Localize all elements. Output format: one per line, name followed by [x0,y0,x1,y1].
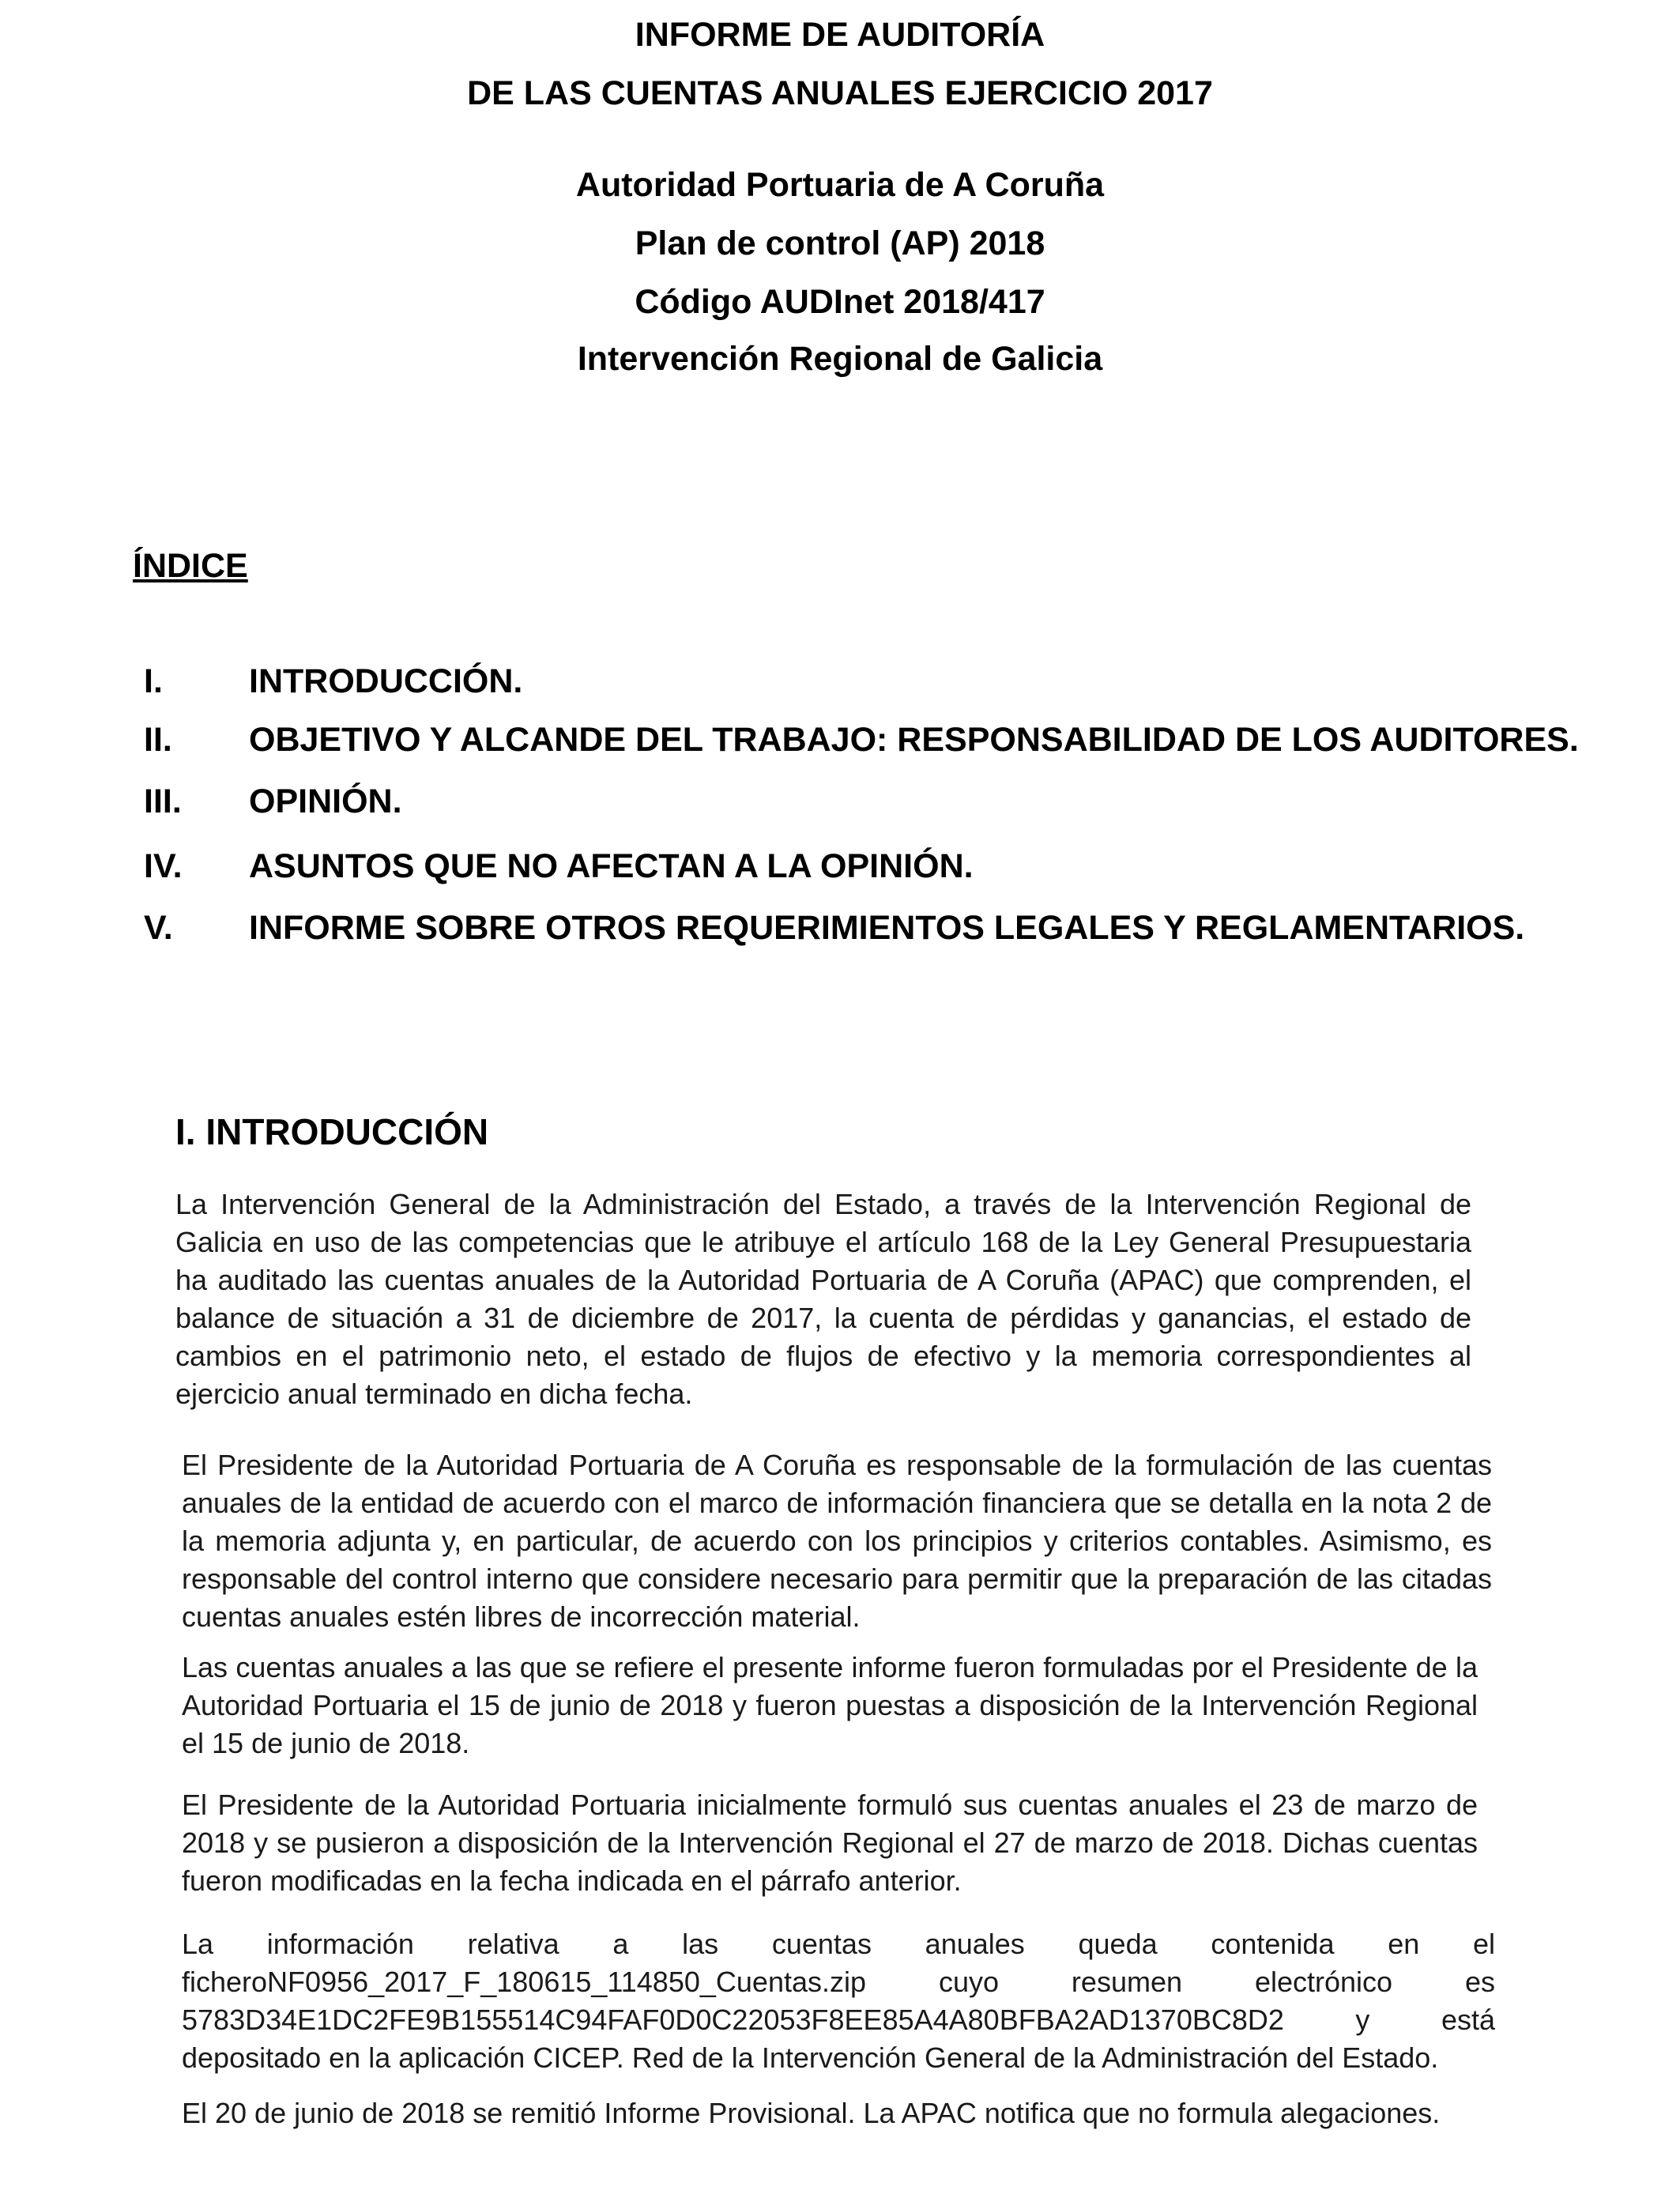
section-heading-introduction: I. INTRODUCCIÓN [175,1111,489,1152]
file-info-line: depositado en la aplicación CICEP. Red de la Intervención General de la Administración del Estado. [182,2041,1439,2074]
report-title: INFORME DE AUDITORÍA [635,16,1045,54]
toc-item-text: ASUNTOS QUE NO AFECTAN A LA OPINIÓN. [249,847,974,885]
intro-paragraph: El Presidente de la Autoridad Portuaria inicialmente formuló sus cuentas anuales el 23 de marzo de 2018 y se pusieron a disposición de la Intervención Regional el 27 de marzo de 2018. Dichas cuentas fueron modificadas en la fecha indicada en el párrafo anterior. [182,1789,1478,1897]
file-info-line: ficheroNF0956_2017_F_180615_114850_Cuentas.zip cuyo resumen electrónico es [182,1966,1495,1998]
toc-item [0,716,1680,763]
control-plan: Plan de control (AP) 2018 [635,224,1045,262]
toc-item-number: V. [144,909,173,947]
toc-item-text: OPINIÓN. [249,782,402,820]
intro-paragraph: Las cuentas anuales a las que se refiere el presente informe fueron formuladas por el Presidente de la Autoridad Portuaria el 15 de junio de 2018 y fueron puestas a disposición de la Intervención Regional el 15 de junio de 2018. [182,1651,1478,1759]
toc-item-text: INTRODUCCIÓN. [249,662,523,700]
toc-item-text: INFORME SOBRE OTROS REQUERIMIENTOS LEGALES Y REGLAMENTARIOS. [249,909,1525,947]
audinet-code: Código AUDInet 2018/417 [635,283,1045,321]
intro-paragraph: La Intervención General de la Administración del Estado, a través de la Intervención Regional de Galicia en uso de las competencias que le atribuye el artículo 168 de la Ley General Presupuestaria ha auditado las cuentas anuales de la Autoridad Portuaria de A Coruña (APAC) que comprenden, el balance de situación a 31 de diciembre de 2017, la cuenta de pérdidas y ganancias, el estado de cambios en el patrimonio neto, el estado de flujos de efectivo y la memoria correspondientes al ejercicio anual terminado en dicha fecha. [175,1188,1471,1410]
intro-paragraph: El Presidente de la Autoridad Portuaria de A Coruña es responsable de la formulación de las cuentas anuales de la entidad de acuerdo con el marco de información financiera que se detalla en la nota 2 de la memoria adjunta y, en particular, de acuerdo con los principios y criterios contables. Asimismo, es responsable del control interno que considere necesario para permitir que la preparación de las citadas cuentas anuales estén libres de incorrección material. [182,1449,1492,1633]
toc-item [0,843,1680,890]
toc-item-number: II. [144,721,172,759]
toc-item [0,904,1680,952]
toc-item [0,778,1680,825]
file-info-paragraph [182,1925,1495,2077]
report-subtitle: DE LAS CUENTAS ANUALES EJERCICIO 2017 [467,74,1213,112]
toc-item-number: IV. [144,847,183,885]
entity-name: Autoridad Portuaria de A Coruña [575,166,1105,204]
regional-office: Intervención Regional de Galicia [577,340,1103,378]
provisional-report-paragraph: El 20 de junio de 2018 se remitió Informe Provisional. La APAC notifica que no formula alegaciones. [182,2097,1441,2129]
toc-item-number: I. [144,662,163,700]
toc-item-text: OBJETIVO Y ALCANDE DEL TRABAJO: RESPONSABILIDAD DE LOS AUDITORES. [249,721,1579,759]
toc-item [0,658,1680,705]
file-info-line: La información relativa a las cuentas anuales queda contenida en el [182,1928,1495,1960]
file-info-line: 5783D34E1DC2FE9B155514C94FAF0D0C22053F8EE85A4A80BFBA2AD1370BC8D2 y está [182,2004,1495,2036]
index-title: ÍNDICE [133,547,248,585]
toc-item-number: III. [144,782,182,820]
